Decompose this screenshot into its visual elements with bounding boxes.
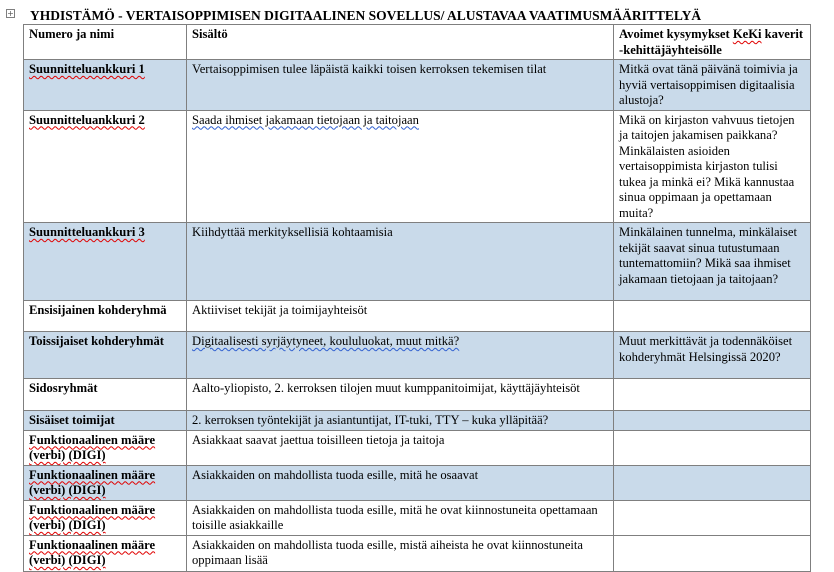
header-open-questions[interactable]: Avoimet kysymykset KeKi kaverit -kehittäjäyhteisölle <box>614 25 811 60</box>
table-row <box>24 223 811 301</box>
row-questions-cell[interactable]: Minkälainen tunnelma, minkälaiset tekijät saavat sinua tutustumaan tuntemattomiin? Mikä saa ihmiset jakamaan tietojaan ja taitojaan? <box>614 223 811 301</box>
row-name-cell[interactable]: Sidosryhmät <box>24 379 187 411</box>
requirements-table <box>23 24 811 572</box>
row-questions-cell[interactable] <box>614 301 811 332</box>
row-name-cell[interactable]: Funktionaalinen määre (verbi) (DIGI) <box>24 535 187 571</box>
row-questions-cell[interactable] <box>614 411 811 431</box>
row-content-cell[interactable]: Vertaisoppimisen tulee läpäistä kaikki toisen kerroksen tekemisen tilat <box>187 60 614 111</box>
table-row <box>24 60 811 111</box>
row-content-cell[interactable]: Asiakkaat saavat jaettua toisilleen tietoja ja taitoja <box>187 430 614 465</box>
row-name-cell[interactable]: Funktionaalinen määre (verbi) (DIGI) <box>24 465 187 500</box>
row-questions-cell[interactable] <box>614 430 811 465</box>
table-row <box>24 379 811 411</box>
header-content[interactable]: Sisältö <box>187 25 614 60</box>
document-title: YHDISTÄMÖ - VERTAISOPPIMISEN DIGITAALINEN SOVELLUS/ ALUSTAVAA VAATIMUSMÄÄRITTELYÄ <box>30 8 702 23</box>
row-name-cell[interactable]: Funktionaalinen määre (verbi) (DIGI) <box>24 430 187 465</box>
row-content-cell[interactable]: Aktiiviset tekijät ja toimijayhteisöt <box>187 301 614 332</box>
row-name-cell[interactable]: Suunnitteluankkuri 2 <box>24 110 187 223</box>
table-row <box>24 430 811 465</box>
row-content-cell[interactable]: Digitaalisesti syrjäytyneet, koululuokat, muut mitkä? <box>187 332 614 379</box>
table-row <box>24 465 811 500</box>
row-name-cell[interactable]: Suunnitteluankkuri 3 <box>24 223 187 301</box>
row-questions-cell[interactable]: Muut merkittävät ja todennäköiset kohderyhmät Helsingissä 2020? <box>614 332 811 379</box>
row-name-cell[interactable]: Toissijaiset kohderyhmät <box>24 332 187 379</box>
header-number-name[interactable]: Numero ja nimi <box>24 25 187 60</box>
row-content-cell[interactable]: Kiihdyttää merkityksellisiä kohtaamisia <box>187 223 614 301</box>
row-content-cell[interactable]: 2. kerroksen työntekijät ja asiantuntijat, IT-tuki, TTY – kuka ylläpitää? <box>187 411 614 431</box>
table-row <box>24 301 811 332</box>
row-questions-cell[interactable] <box>614 535 811 571</box>
row-questions-cell[interactable] <box>614 379 811 411</box>
table-move-handle-icon[interactable]: + <box>7 9 14 18</box>
row-content-cell[interactable]: Asiakkaiden on mahdollista tuoda esille, mitä he osaavat <box>187 465 614 500</box>
row-content-cell[interactable]: Saada ihmiset jakamaan tietojaan ja taitojaan <box>187 110 614 223</box>
table-row <box>24 535 811 571</box>
row-content-cell[interactable]: Asiakkaiden on mahdollista tuoda esille, mitä he ovat kiinnostuneita opettamaan toisille asiakkaille <box>187 500 614 535</box>
row-name-cell[interactable]: Funktionaalinen määre (verbi) (DIGI) <box>24 500 187 535</box>
row-content-cell[interactable]: Aalto-yliopisto, 2. kerroksen tilojen muut kumppanitoimijat, käyttäjäyhteisöt <box>187 379 614 411</box>
table-row <box>24 332 811 379</box>
row-questions-cell[interactable] <box>614 465 811 500</box>
table-row <box>24 110 811 223</box>
table-row <box>24 500 811 535</box>
row-name-cell[interactable]: Sisäiset toimijat <box>24 411 187 431</box>
row-name-cell[interactable]: Suunnitteluankkuri 1 <box>24 60 187 111</box>
table-header-row <box>24 25 811 60</box>
row-questions-cell[interactable]: Mitkä ovat tänä päivänä toimivia ja hyviä vertaisoppimisen digitaalisia alustoja? <box>614 60 811 111</box>
row-questions-cell[interactable] <box>614 500 811 535</box>
row-questions-cell[interactable]: Mikä on kirjaston vahvuus tietojen ja taitojen jakamisen paikkana? Minkälaisten asioiden vertaisoppimista kirjaston tulisi tukea ja minkä ei? Mikä kannustaa sinua oppimaan ja opettamaan muita? <box>614 110 811 223</box>
table-row <box>24 411 811 431</box>
row-name-cell[interactable]: Ensisijainen kohderyhmä <box>24 301 187 332</box>
row-content-cell[interactable]: Asiakkaiden on mahdollista tuoda esille, mistä aiheista he ovat kiinnostuneita oppimaan lisää <box>187 535 614 571</box>
